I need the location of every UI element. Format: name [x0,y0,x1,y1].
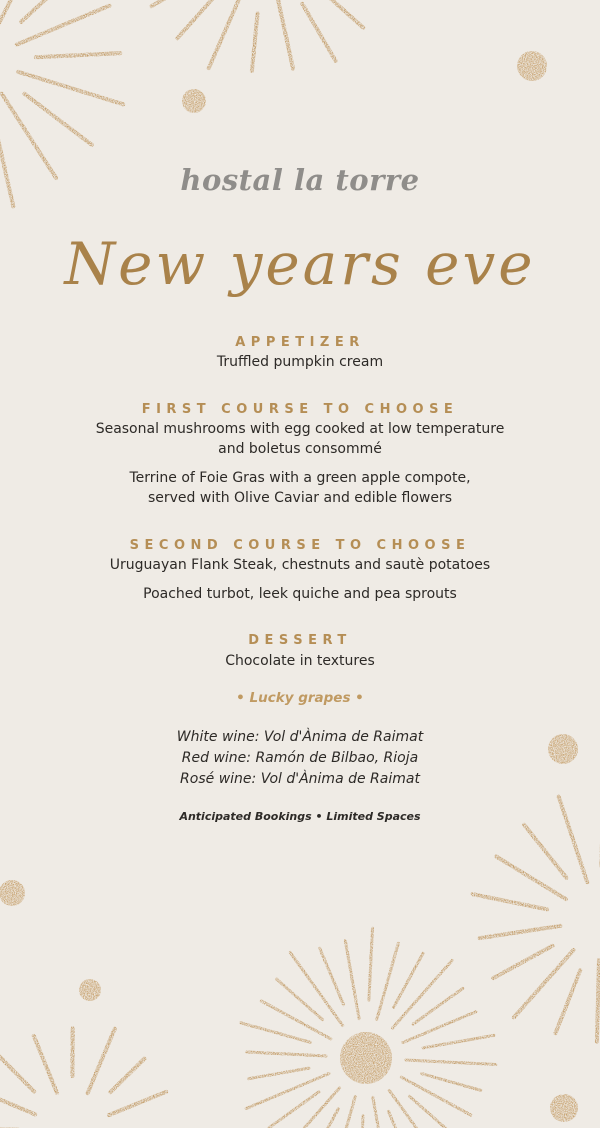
dish-item: Uruguayan Flank Steak, chestnuts and sautè potatoes [109,557,491,573]
dish-item: served with Olive Caviar and edible flowers [147,490,453,506]
section-heading-appetizer: APPETIZER [235,335,365,350]
section-heading-dessert: DESSERT [248,633,352,648]
wine-item: Red wine: Ramón de Bilbao, Rioja [181,750,419,766]
lucky-grapes-label: • Lucky grapes • [236,690,364,706]
dish-item: Truffled pumpkin cream [216,354,384,370]
section-heading-first-course: FIRST COURSE TO CHOOSE [141,402,459,417]
wine-item: White wine: Vol d'Ànima de Raimat [176,729,424,745]
dish-item: Poached turbot, leek quiche and pea sprouts [143,586,457,602]
page-title: New years eve [64,230,536,298]
wine-item: Rosé wine: Vol d'Ànima de Raimat [180,771,420,787]
dish-item: Chocolate in textures [225,653,375,669]
footer-note: Anticipated Bookings • Limited Spaces [179,810,421,823]
dish-item: Terrine of Foie Gras with a green apple compote, [129,470,471,486]
wine-list [0,727,600,790]
dish-item: Seasonal mushrooms with egg cooked at low temperature [95,421,505,437]
section-heading-second-course: SECOND COURSE TO CHOOSE [129,538,471,553]
dish-item: and boletus consommé [218,441,382,457]
brand-logo: hostal la torre [180,163,420,197]
